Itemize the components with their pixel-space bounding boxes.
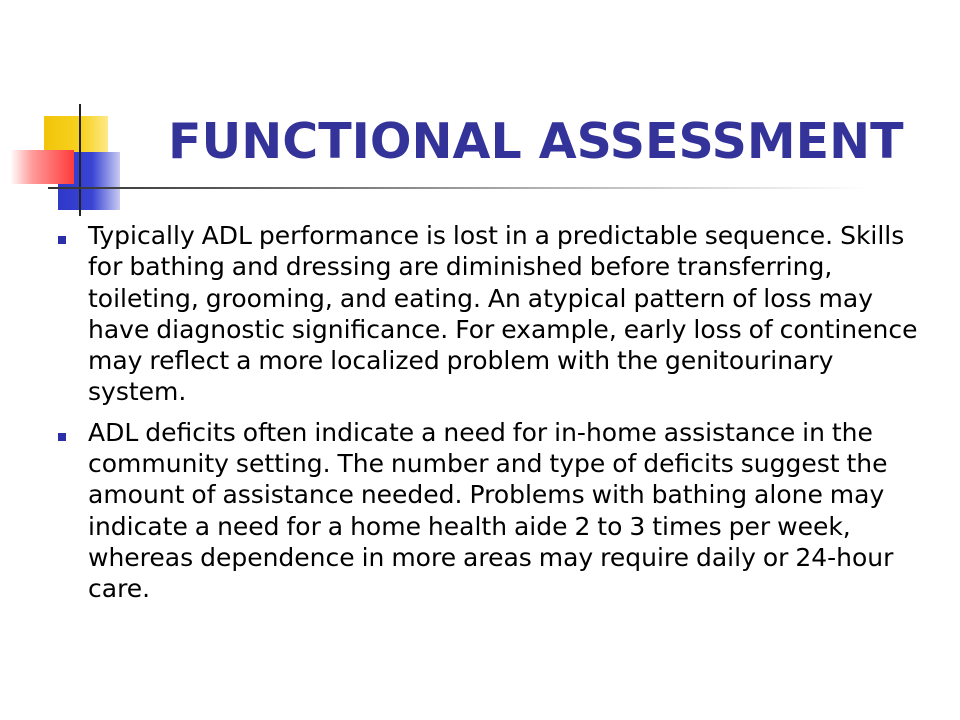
square-bullet-icon [58,433,66,441]
bullet-item [54,417,934,605]
bullet-list [54,220,934,614]
title-underline [48,187,868,189]
bullet-text: ADL deficits often indicate a need for in-home assistance in the community setting. The number and type of deficits suggest the amount of assistance needed. Problems with bathing alone may indicate a need for a home health aide 2 to 3 times per week, whereas dependence in more areas may require daily or 24-hour care. [88,417,894,604]
slide-title: FUNCTIONAL ASSESSMENT [168,113,904,170]
decorative-red-bar [10,150,74,184]
square-bullet-icon [58,236,66,244]
decorative-vertical-line [79,104,81,216]
bullet-text: Typically ADL performance is lost in a predictable sequence. Skills for bathing and dressing are diminished before transferring, toileting, grooming, and eating. An atypical pattern of loss may have diagnostic significance. For example, early loss of continence may reflect a more localized problem with the genitourinary system. [88,221,918,407]
bullet-item [54,220,934,408]
